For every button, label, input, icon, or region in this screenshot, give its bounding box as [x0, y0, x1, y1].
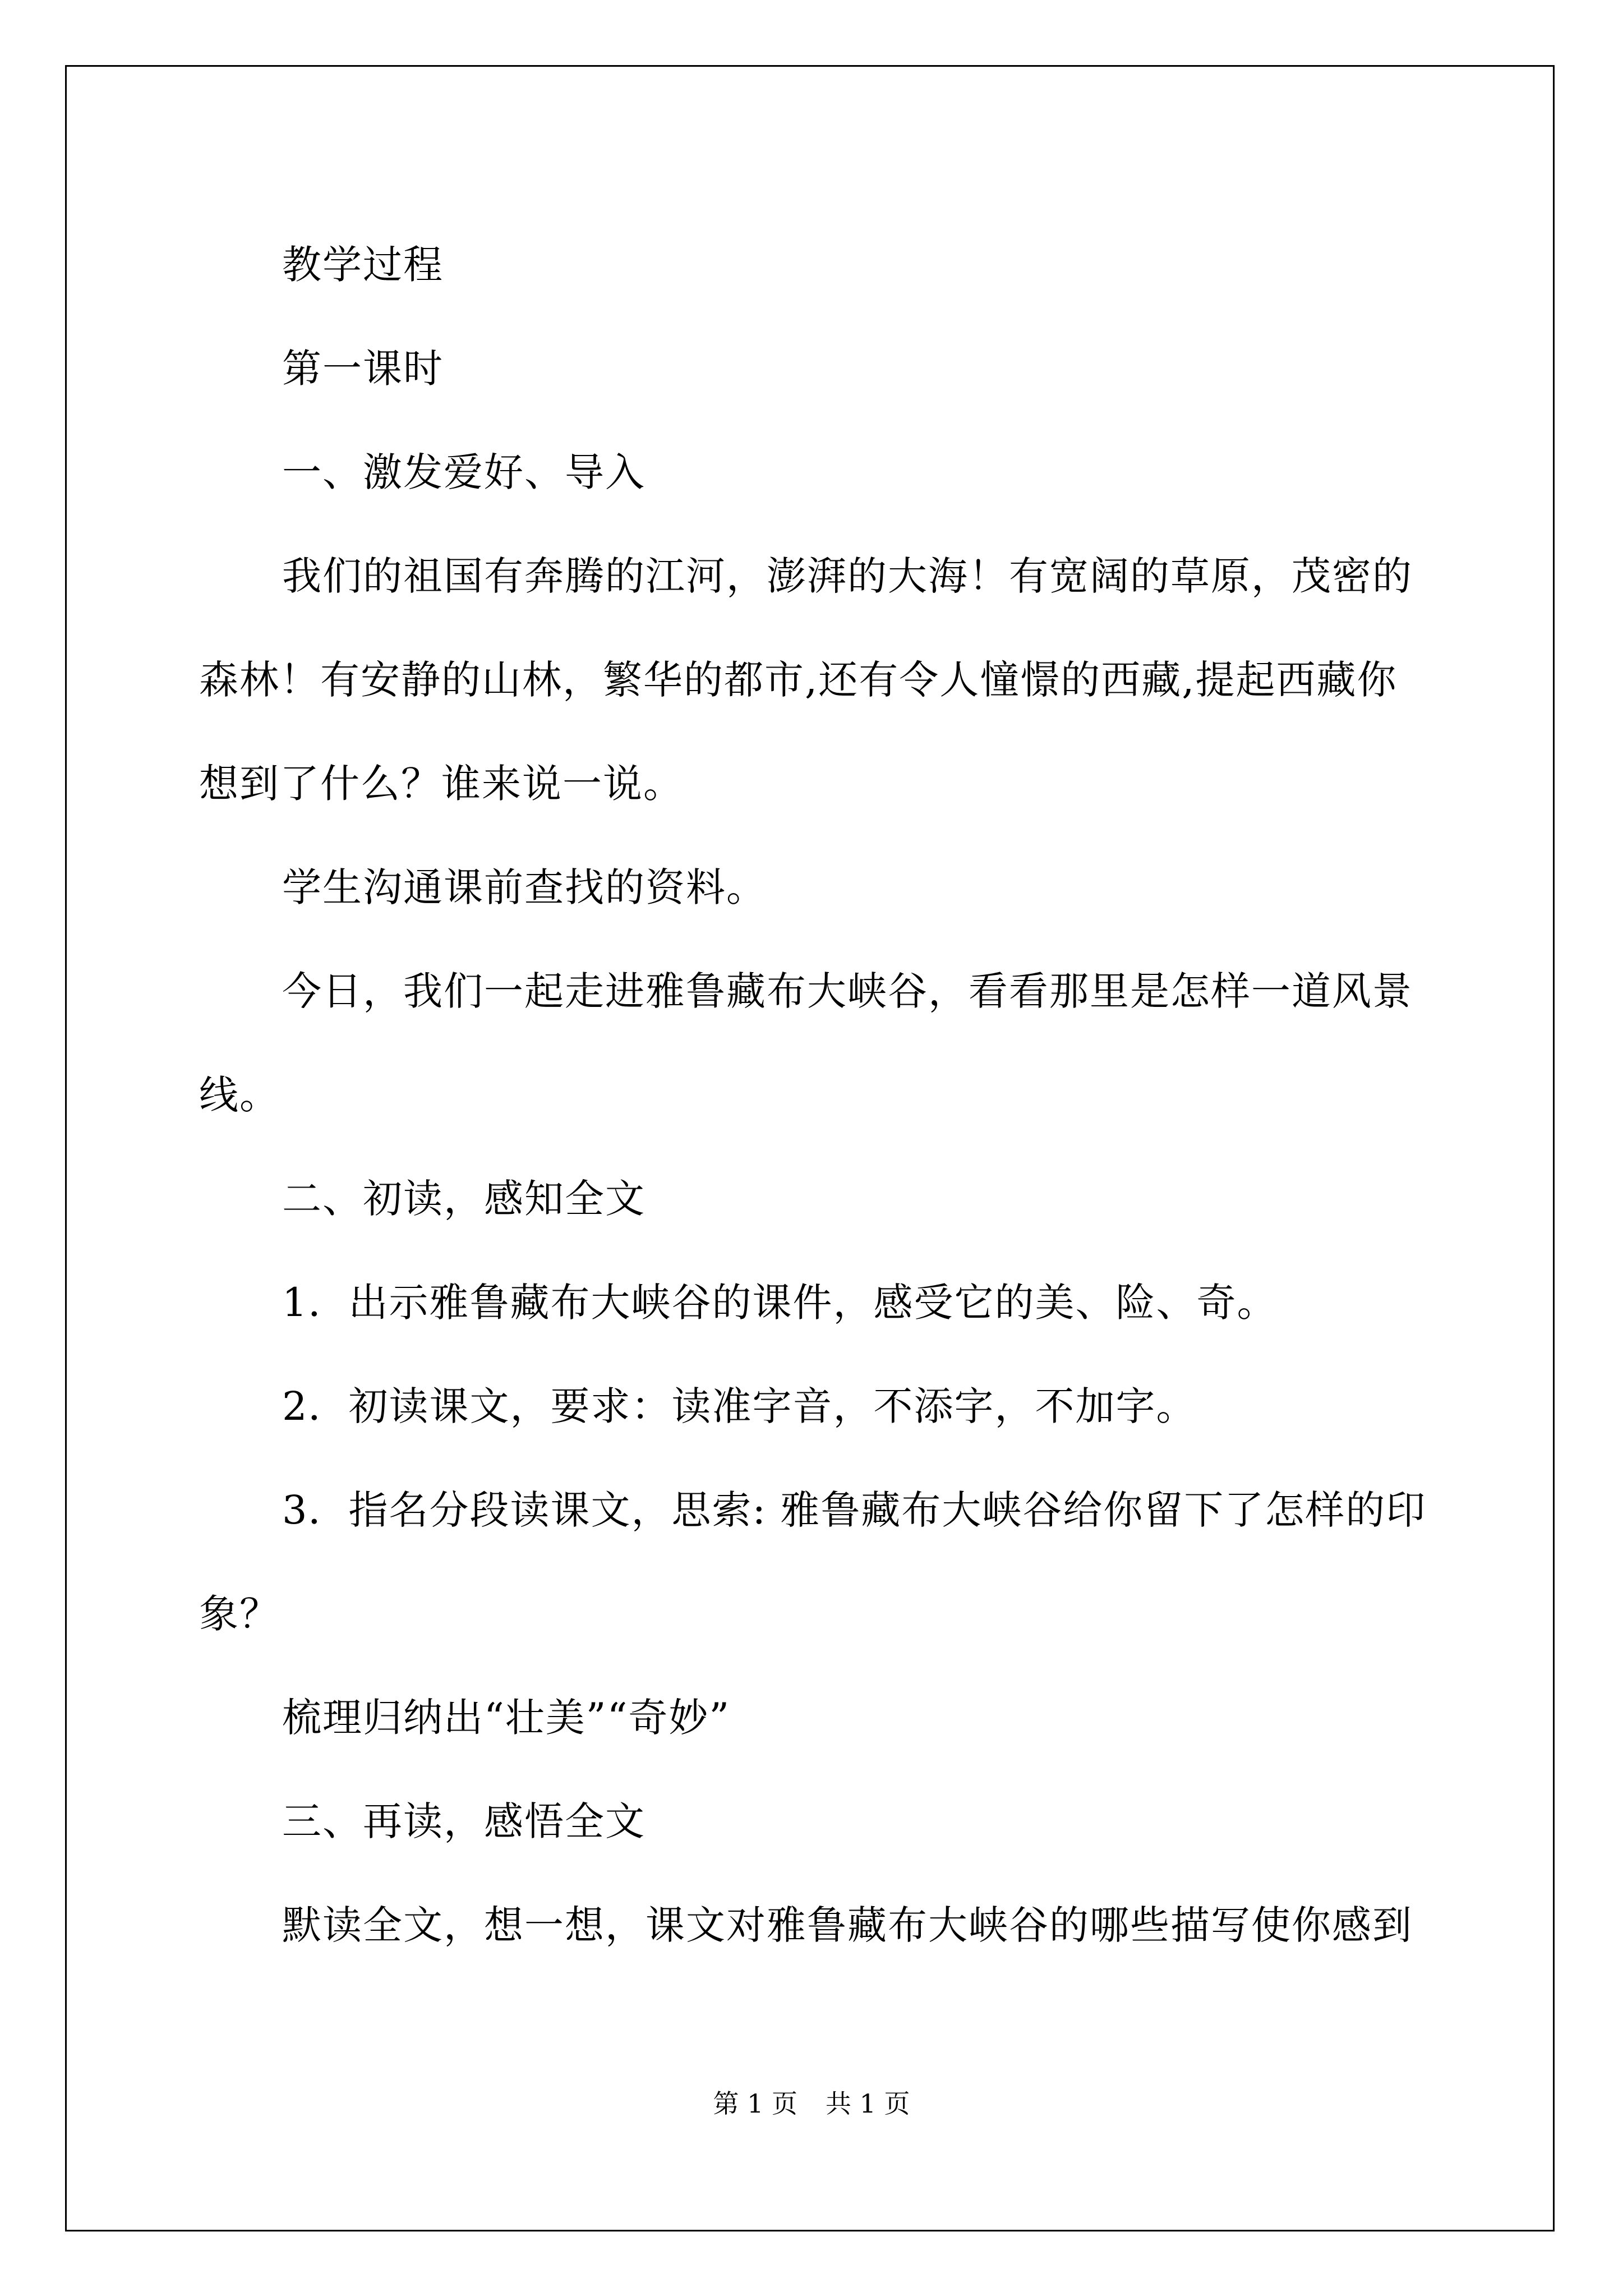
- list-item: 2．初读课文，要求：读准字音，不添字，不加字。: [282, 1383, 1197, 1429]
- list-item: 3．指名分段读课文，思索: 雅鲁藏布大峡谷给你留下了怎样的印象？: [199, 1487, 1427, 1637]
- section-heading-1: 一、激发爱好、导入: [282, 449, 645, 495]
- page-number: 第 1 页: [713, 2088, 797, 2119]
- heading-first-lesson: 第一课时: [282, 346, 444, 392]
- heading-teaching-process: 教学过程: [282, 242, 444, 288]
- document-body: [199, 213, 1427, 1977]
- paragraph: 默读全文，想一想，课文对雅鲁藏布大峡谷的哪些描写使你感到: [282, 1902, 1413, 1948]
- paragraph: 梳理归纳出“壮美”“奇妙”: [282, 1695, 731, 1741]
- list-item: 1．出示雅鲁藏布大峡谷的课件，感受它的美、险、奇。: [282, 1280, 1278, 1326]
- paragraph: 学生沟通课前查找的资料。: [282, 864, 767, 910]
- paragraph: 今日，我们一起走进雅鲁藏布大峡谷，看看那里是怎样一道风景线。: [199, 968, 1413, 1118]
- page-footer: [0, 2087, 1623, 2120]
- section-heading-3: 三、再读，感悟全文: [282, 1798, 645, 1844]
- page-total: 共 1 页: [826, 2088, 910, 2119]
- paragraph: 我们的祖国有奔腾的江河，澎湃的大海！有宽阔的草原，茂密的森林！有安静的山林，繁华的都市,还有令人憧憬的西藏,提起西藏你想到了什么？谁来说一说。: [199, 553, 1413, 807]
- section-heading-2: 二、初读，感知全文: [282, 1176, 645, 1222]
